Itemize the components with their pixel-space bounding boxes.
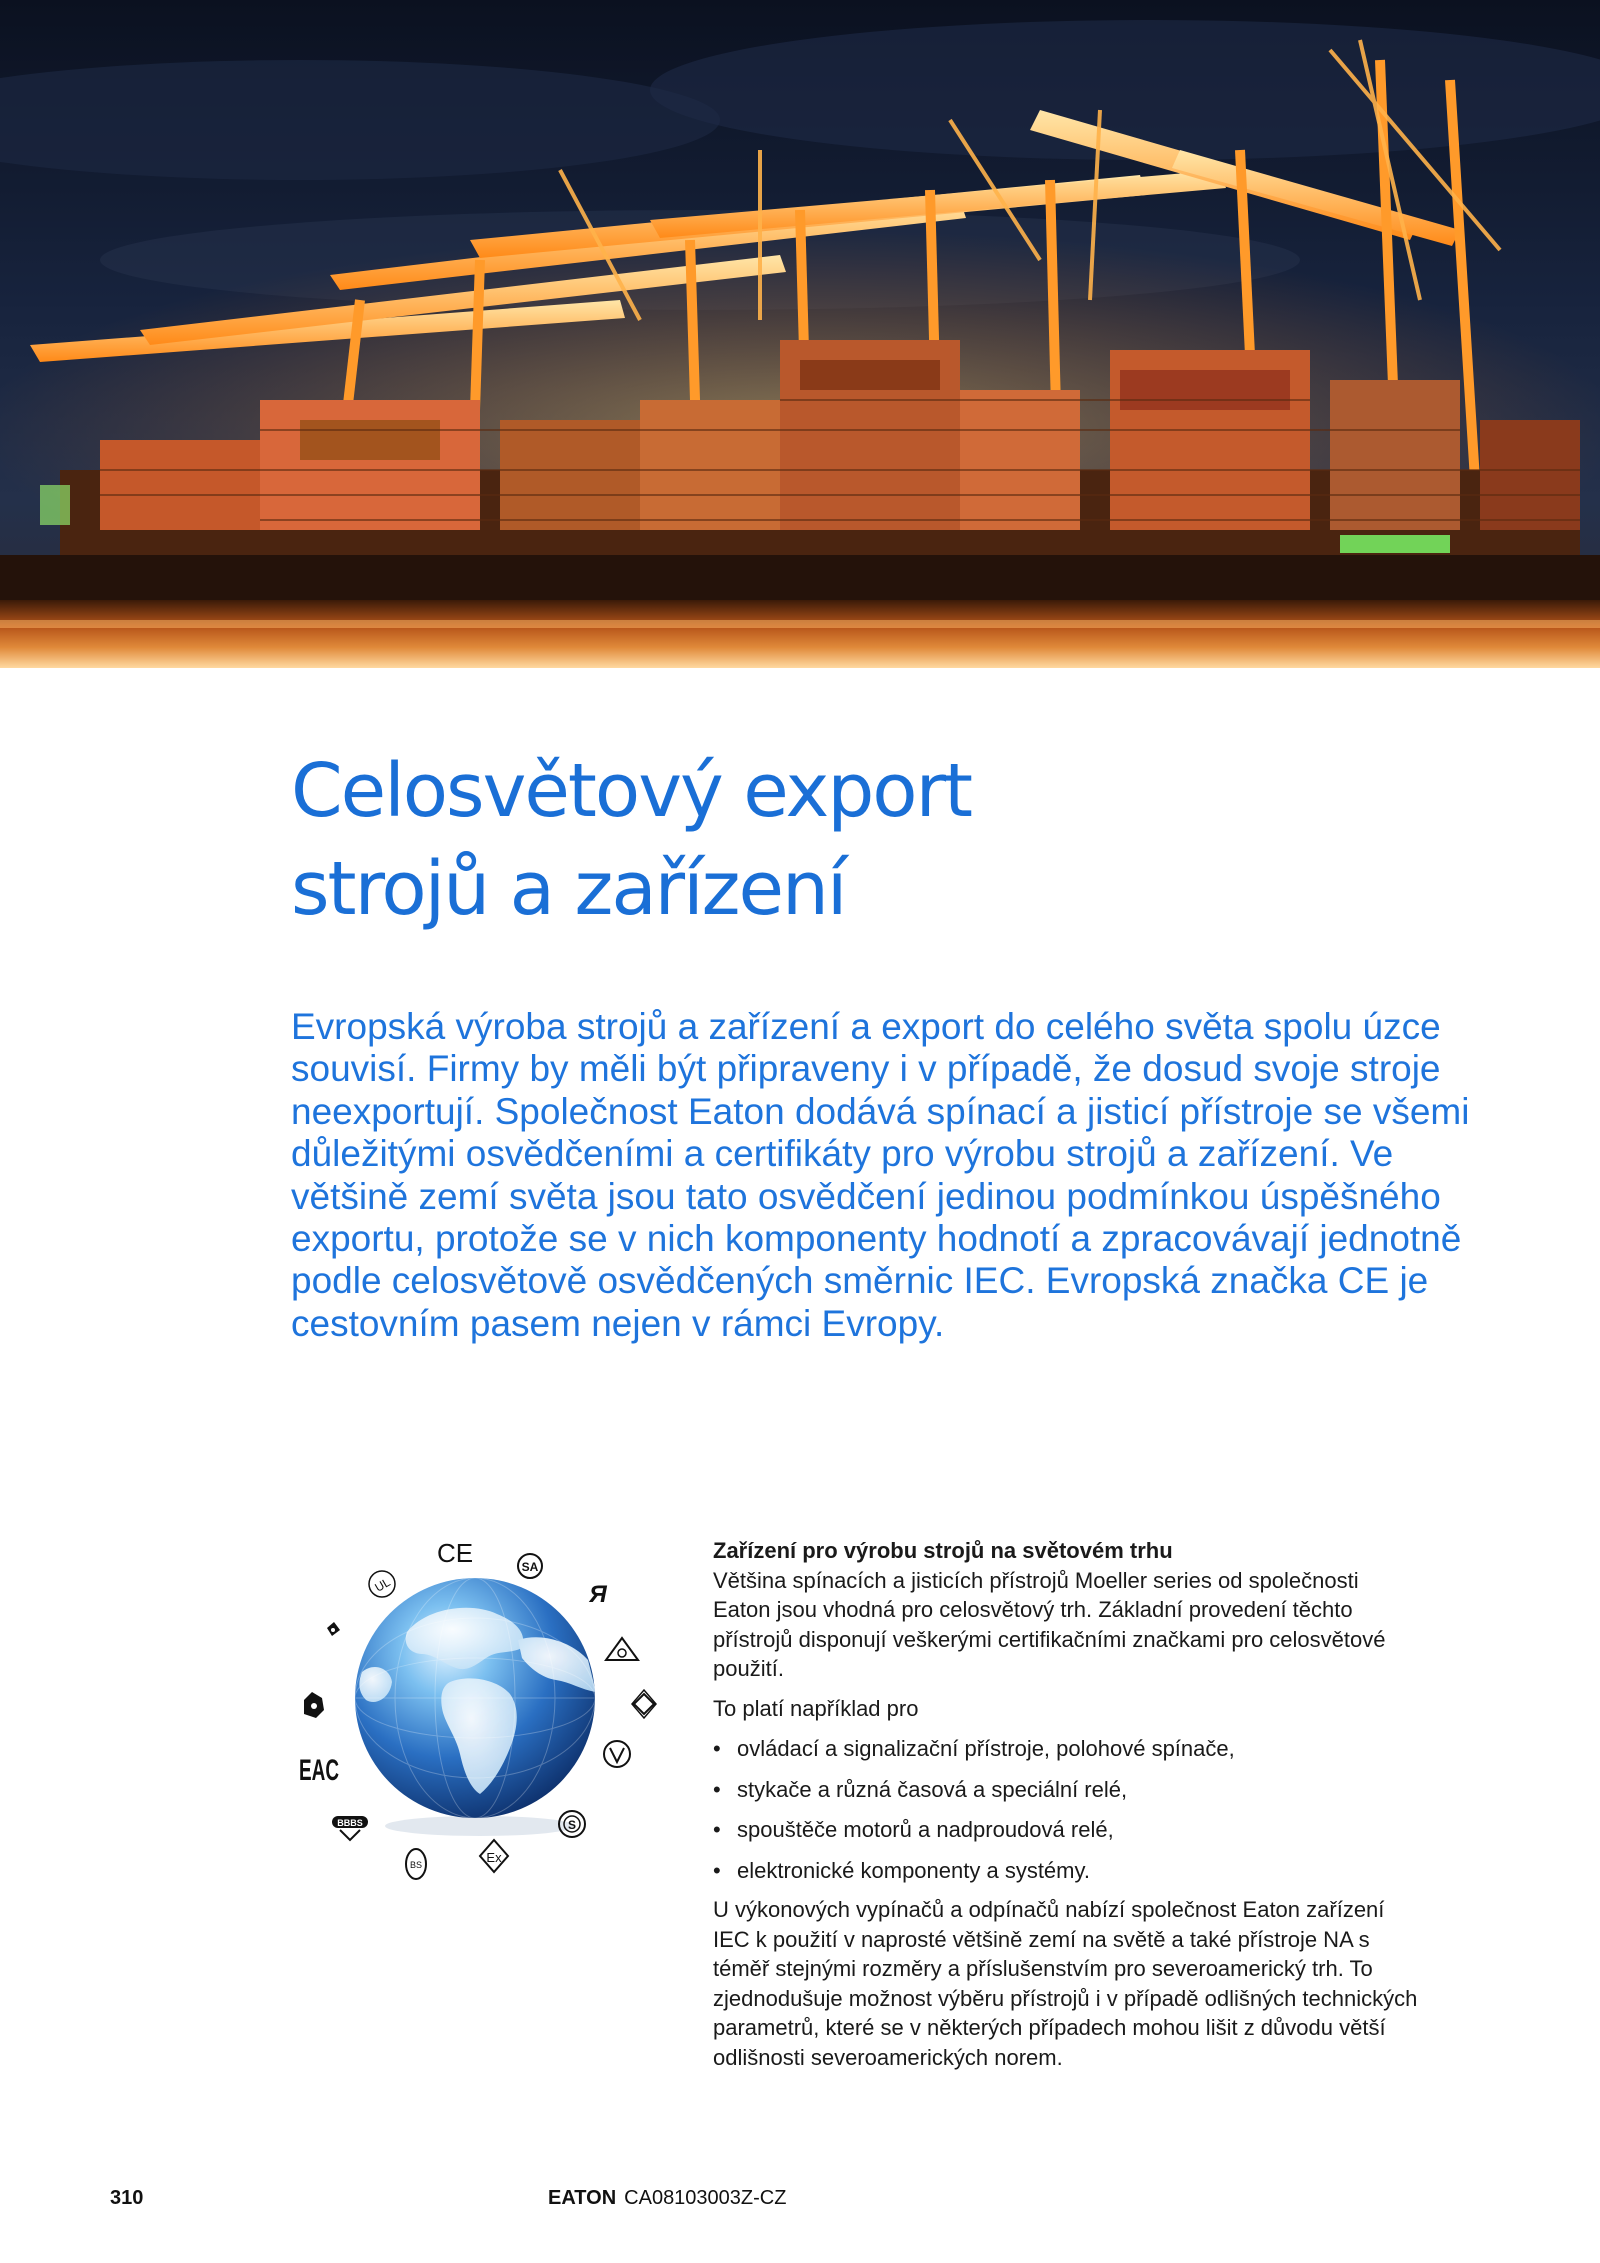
hero-photo	[0, 0, 1600, 668]
brand-name: EATON	[548, 2187, 617, 2209]
intro-line: neexportují. Společnost Eaton dodává spínací a jisticí přístroje se všemi	[291, 1090, 1470, 1132]
certification-figure	[272, 1522, 692, 1902]
svg-text:CE: CE	[436, 1538, 474, 1568]
certification-mark-icon	[606, 1638, 638, 1660]
svg-text:BBBS: BBBS	[337, 1818, 363, 1828]
paragraph-line: IEC k použití v naprosté většině zemí na světě a také přístroje NA s	[713, 1926, 1370, 1952]
certification-mark-icon	[480, 1840, 508, 1872]
svg-text:UL: UL	[372, 1574, 393, 1595]
paragraph-line: zjednodušuje možnost výběru přístrojů i v případě odlišných technických	[713, 1985, 1418, 2011]
page-title	[291, 742, 1391, 938]
list-item: • stykače a různá časová a speciální relé,	[713, 1775, 1473, 1805]
section-heading: Zařízení pro výrobu strojů na světovém trhu	[713, 1538, 1173, 1563]
footer-brand	[548, 2187, 786, 2210]
svg-text:S: S	[567, 1818, 577, 1832]
title-line: Celosvětový export	[291, 748, 972, 834]
paragraph-line: použití.	[713, 1656, 784, 1681]
svg-text:BS: BS	[409, 1860, 423, 1870]
certification-mark-icon	[632, 1690, 656, 1718]
port-photo	[0, 0, 1600, 668]
certification-mark-icon	[518, 1554, 542, 1578]
paragraph-line: odlišnosti severoamerických norem.	[713, 2044, 1063, 2070]
intro-line: podle celosvětově osvědčených směrnic IEC. Evropská značka CE je	[291, 1260, 1429, 1302]
intro-line: většině zemí světa jsou tato osvědčení jedinou podmínkou úspěšného	[291, 1175, 1441, 1217]
intro-line: důležitými osvědčeními a certifikáty pro výrobu strojů a zařízení. Ve	[291, 1133, 1394, 1175]
certification-mark-icon	[604, 1741, 630, 1767]
title-line: strojů a zařízení	[291, 846, 846, 932]
list-item: • ovládací a signalizační přístroje, polohové spínače,	[713, 1734, 1473, 1764]
certification-mark-icon	[304, 1692, 324, 1718]
certification-mark-icon	[406, 1849, 426, 1879]
svg-text:Я: Я	[589, 1581, 607, 1608]
paragraph-line: téměř stejnými rozměry a příslušenstvím pro severoamerický trh. To	[713, 1956, 1373, 1981]
svg-text:Ex: Ex	[486, 1850, 502, 1865]
certification-mark-icon	[332, 1816, 368, 1840]
intro-line: Evropská výroba strojů a zařízení a export do celého světa spolu úzce	[291, 1006, 1441, 1047]
intro-line: exportu, protože se v nich komponenty hodnotí a zpracovávají jednotně	[291, 1218, 1462, 1260]
paragraph-line: Eaton jsou vhodná pro celosvětový trh. Základní provedení těchto	[713, 1597, 1353, 1622]
globe-icon	[272, 1522, 692, 1902]
intro-paragraph	[291, 1006, 1491, 1345]
svg-text:EAC: EAC	[299, 1754, 339, 1787]
certification-mark-icon	[437, 1538, 473, 1568]
section-content	[713, 1536, 1473, 2072]
certification-mark-icon	[299, 1754, 339, 1787]
page-number: 310	[110, 2187, 144, 2209]
list-intro: To platí například pro	[713, 1695, 919, 1721]
certification-mark-icon	[369, 1571, 395, 1597]
intro-line: souvisí. Firmy by měli být připraveny i v případě, že dosud svoje stroje	[291, 1048, 1441, 1090]
svg-text:SA: SA	[521, 1560, 539, 1574]
intro-line: cestovním pasem nejen v rámci Evropy.	[291, 1302, 945, 1344]
certification-mark-icon	[327, 1622, 340, 1636]
list-item: • spouštěče motorů a nadproudová relé,	[713, 1815, 1473, 1845]
paragraph-line: U výkonových vypínačů a odpínačů nabízí společnost Eaton zařízení	[713, 1897, 1385, 1922]
paragraph-line: parametrů, které se v některých případech mohou lišit z důvodu větší	[713, 2015, 1386, 2040]
document-code: CA08103003Z-CZ	[624, 2187, 787, 2209]
certification-mark-icon	[588, 1581, 607, 1608]
list-item: • elektronické komponenty a systémy.	[713, 1856, 1473, 1886]
paragraph-line: přístrojů disponují veškerými certifikačními značkami pro celosvětové	[713, 1626, 1386, 1652]
paragraph-line: Většina spínacích a jisticích přístrojů Moeller series od společnosti	[713, 1567, 1359, 1593]
